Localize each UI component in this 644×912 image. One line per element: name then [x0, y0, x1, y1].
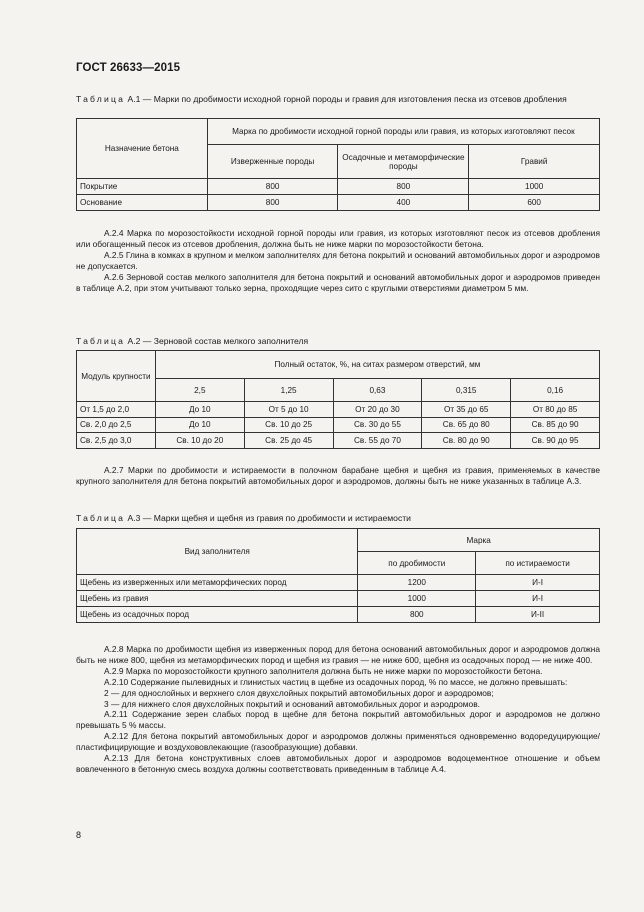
paragraph: А.2.9 Марка по морозостойкости крупного заполнителя должна быть не ниже марки по морозостойкости бетона. [104, 665, 543, 676]
table-cell: 1000 [358, 591, 476, 607]
table-row [77, 195, 600, 211]
document-header: ГОСТ 26633—2015 [76, 62, 181, 74]
table-a2-caption [76, 336, 600, 347]
table-a3-caption [76, 513, 600, 524]
paragraphs-block-2 [76, 644, 600, 775]
paragraph: А.2.6 Зерновой состав мелкого заполнителя для бетона покрытий и оснований автомобильных дорог и аэродромов приведен в таблице А.2, при этом учитывают только зерна, проходящие через сито с круглыми отверстиями диаметром 5 мм. [76, 271, 600, 293]
table-cell: Св. 85 до 90 [511, 417, 600, 433]
table-cell: И-I [476, 575, 600, 591]
table-cell: 600 [469, 195, 600, 211]
table-cell: Щебень из осадочных пород [77, 607, 358, 623]
table-cell: Основание [77, 195, 208, 211]
table-cell: До 10 [155, 402, 244, 418]
table-cell: Св. 65 до 80 [422, 417, 511, 433]
paragraph: А.2.13 Для бетона конструктивных слоев автомобильных дорог и аэродромов водоцементное отношение и объем вовлеченного в бетонную смесь воздуха должны соответствовать приведенным в таблице А.4. [76, 753, 600, 774]
table-cell: Св. 30 до 55 [333, 417, 422, 433]
table-cell: Св. 2,5 до 3,0 [77, 433, 156, 449]
paragraph: А.2.4 Марка по морозостойкости исходной горной породы или гравия, из которых изготовляют песок из отсевов дробления или обогащенный песок из отсевов дробления, должна быть не ниже марки по морозостойкости бетона. [76, 228, 600, 249]
paragraph: А.2.7 Марки по дробимости и истираемости в полочном барабане щебня и щебня из гравия, применяемых в качестве крупного заполнителя для бетона покрытий автомобильных дорог и аэродромов, должны быть не ниже указанных в таблице А.3. [76, 465, 600, 486]
table-cell: До 10 [155, 417, 244, 433]
table-cell: Покрытие [77, 179, 208, 195]
table-cell: От 80 до 85 [511, 402, 600, 418]
table-a3-caption-text: А.3 — Марки щебня и щебня из гравия по дробимости и истираемости [125, 513, 411, 523]
table-cell: И-II [476, 607, 600, 623]
table-a3-subheader: по истираемости [476, 552, 600, 575]
table-row [77, 179, 600, 195]
table-a2-subheader: 2,5 [155, 379, 244, 402]
table-row [77, 417, 600, 433]
paragraph: А.2.5 Глина в комках в крупном и мелком заполнителях для бетона покрытий и оснований автомобильных дорог и аэродромов не допускается. [76, 249, 600, 271]
table-cell: От 35 до 65 [422, 402, 511, 418]
table-cell: От 1,5 до 2,0 [77, 402, 156, 418]
table-cell: Щебень из гравия [77, 591, 358, 607]
table-row [77, 402, 600, 418]
table-cell: Св. 10 до 20 [155, 433, 244, 449]
table-row [77, 591, 600, 607]
table-cell: 1000 [469, 179, 600, 195]
table-cell: 800 [207, 195, 338, 211]
table-a1-subheader: Гравий [469, 145, 600, 179]
table-a2-caption-prefix: Таблица [76, 336, 126, 346]
table-cell: От 5 до 10 [244, 402, 333, 418]
table-a3-col1-header: Вид заполнителя [77, 529, 358, 575]
table-a2-subheader: 1,25 [244, 379, 333, 402]
table-cell: Щебень из изверженных или метаморфических пород [77, 575, 358, 591]
table-a1 [76, 118, 600, 211]
table-a2-group-header: Полный остаток, %, на ситах размером отверстий, мм [155, 351, 599, 379]
table-cell: 800 [338, 179, 469, 195]
table-a1-col1-header: Назначение бетона [77, 119, 208, 179]
table-a3-caption-prefix: Таблица [76, 513, 126, 523]
table-cell: 1200 [358, 575, 476, 591]
table-cell: Св. 2,0 до 2,5 [77, 417, 156, 433]
table-a1-subheader: Осадочные и метаморфические породы [338, 145, 469, 179]
paragraph: А.2.10 Содержание пылевидных и глинистых частиц в щебне из осадочных пород, % по массе, не должно превышать: [104, 676, 568, 687]
paragraph: 2 — для однослойных и верхнего слоя двухслойных покрытий автомобильных дорог и аэродромов; [104, 687, 494, 698]
table-a2-col1-header: Модуль крупности [77, 351, 156, 402]
table-cell: Св. 10 до 25 [244, 417, 333, 433]
paragraph: А.2.12 Для бетона покрытий автомобильных дорог и аэродромов должны применяться одновременно водоредуцирующие/пластифицирующие и воздухововлекающие (газообразующие) добавки. [76, 731, 600, 753]
table-a2-subheader: 0,16 [511, 379, 600, 402]
table-row [77, 433, 600, 449]
paragraph: А.2.8 Марка по дробимости щебня из изверженных пород для бетона оснований автомобильных дорог и аэродромов должна быть не ниже 800, щебня из метаморфических пород и щебня из гравия — не ниже 600, щебня из осадочных пород — не ниже 400. [76, 644, 600, 665]
table-cell: И-I [476, 591, 600, 607]
table-a2-subheader: 0,63 [333, 379, 422, 402]
table-cell: От 20 до 30 [333, 402, 422, 418]
table-row [77, 607, 600, 623]
table-a2 [76, 350, 600, 449]
table-cell: Св. 80 до 90 [422, 433, 511, 449]
page-number: 8 [76, 830, 82, 840]
table-cell: Св. 55 до 70 [333, 433, 422, 449]
table-a3-subheader: по дробимости [358, 552, 476, 575]
paragraph: А.2.11 Содержание зерен слабых пород в щебне для бетона покрытий автомобильных дорог и аэродромов не должно превышать 5 % массы. [76, 709, 600, 731]
table-cell: 800 [207, 179, 338, 195]
table-cell: 400 [338, 195, 469, 211]
table-a1-caption [76, 94, 600, 105]
table-a3 [76, 528, 600, 623]
table-cell: 800 [358, 607, 476, 623]
table-a2-subheader: 0,315 [422, 379, 511, 402]
paragraphs-block-1 [76, 228, 600, 293]
table-cell: Св. 90 до 95 [511, 433, 600, 449]
table-a1-group-header: Марка по дробимости исходной горной породы или гравия, из которых изготовляют песок [207, 119, 599, 145]
table-a2-caption-text: А.2 — Зерновой состав мелкого заполнителя [125, 336, 309, 346]
table-row [77, 575, 600, 591]
table-a1-caption-prefix: Таблица [76, 94, 126, 104]
paragraph: 3 — для нижнего слоя двухслойных покрытий и оснований автомобильных дорог и аэродромов. [104, 698, 480, 709]
table-cell: Св. 25 до 45 [244, 433, 333, 449]
table-a1-subheader: Изверженные породы [207, 145, 338, 179]
table-a1-caption-text: А.1 — Марки по дробимости исходной горной породы и гравия для изготовления песка из отсевов дробления [125, 94, 567, 104]
table-a3-group-header: Марка [358, 529, 600, 552]
paragraph-a27-block [76, 465, 600, 487]
